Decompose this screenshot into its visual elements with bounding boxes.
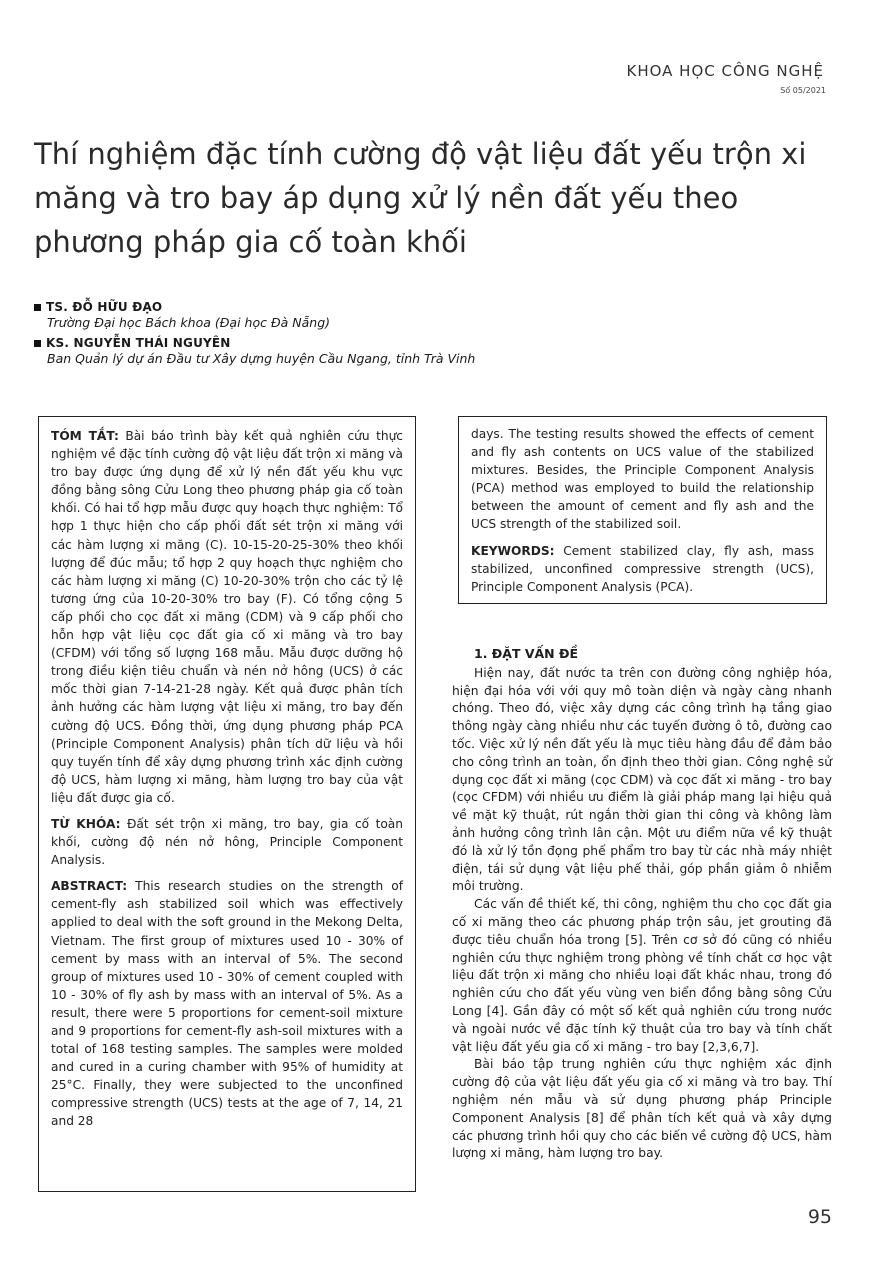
bullet-icon xyxy=(34,340,41,347)
body-paragraph: Các vấn đề thiết kế, thi công, nghiệm thu cho cọc đất gia cố xi măng theo các phương pháp trộn sâu, jet grouting đã được tiêu chuẩn hóa trong [5]. Trên cơ sở đó cũng có nhiều nghiên cứu thực nghiệm trong phòng về tính chất cơ học vật liệu đất trộn xi măng cho nhiều loại đất khác nhau, trong đó nghiên cứu cho đất yếu vùng ven biển đồng bằng sông Cửu Long [4]. Gần đây có một số kết quả nghiên cứu trong nước và ngoài nước về đặc tính kỹ thuật của tro bay và tính chất vật liệu đất yếu gia cố xi măng - tro bay [2,3,6,7]. xyxy=(452,897,832,1054)
journal-section-header: KHOA HỌC CÔNG NGHỆ xyxy=(626,62,824,80)
keywords-en-text: Cement stabilized clay, fly ash, mass stabilized, unconfined compressive strength (UCS), Principle Component Analysis (PCA). xyxy=(471,543,814,594)
keywords-vi-text: Đất sét trộn xi măng, tro bay, gia cố toàn khối, cường độ nén nở hông, Principle Component Analysis. xyxy=(51,816,404,868)
abstract-box-right xyxy=(458,416,827,604)
keywords-vi-label: TỪ KHÓA: xyxy=(51,816,121,831)
keywords-en xyxy=(471,542,814,596)
article-title: Thí nghiệm đặc tính cường độ vật liệu đất yếu trộn xi măng và tro bay áp dụng xử lý nền đất yếu theo phương pháp gia cố toàn khối xyxy=(34,137,807,259)
summary-label: TÓM TẮT: xyxy=(51,429,119,443)
author-name: KS. NGUYỄN THÁI NGUYÊN xyxy=(46,336,231,350)
summary-vi xyxy=(51,427,403,807)
journal-issue: Số 05/2021 xyxy=(780,86,826,95)
body-paragraph: Hiện nay, đất nước ta trên con đường công nghiệp hóa, hiện đại hóa với với quy mô toàn diện và ngày càng nhanh chóng. Theo đó, việc xây dựng các công trình hạ tầng giao thông ngày càng nhiều như các tuyến đường ô tô, đường cao tốc. Việc xử lý nền đất yếu là mục tiêu hàng đầu để đảm bảo cho công trình an toàn, ổn định theo thời gian. Công nghệ sử dụng cọc đất xi măng (cọc CDM) và cọc đất xi măng - tro bay (cọc CFDM) với nhiều ưu điểm là giải pháp mang lại hiệu quả về mặt kỹ thuật, rút ngắn thời gian thi công và không làm ảnh hưởng công trình lân cận. Một ưu điểm nữa về kỹ thuật đó là xử lý tồn đọng phế phẩm tro bay từ các nhà máy nhiệt điện, tái sử dụng vật liệu phế thải, góp phần giảm ô nhiễm môi trường. xyxy=(452,665,832,894)
author-name: TS. ĐỖ HỮU ĐẠO xyxy=(46,300,163,314)
bullet-icon xyxy=(34,304,41,311)
author-2 xyxy=(34,336,834,350)
abstract-label: ABSTRACT: xyxy=(51,879,128,894)
author-1 xyxy=(34,300,834,314)
section-1 xyxy=(452,645,832,1163)
author-affiliation: Ban Quản lý dự án Đầu tư Xây dựng huyện Cầu Ngang, tỉnh Trà Vinh xyxy=(47,351,476,366)
keywords-en-label: KEYWORDS: xyxy=(471,543,555,558)
keywords-vi xyxy=(51,815,403,869)
summary-text: Bài báo trình bày kết quả nghiên cứu thực nghiệm về đặc tính cường độ vật liệu đất trộn xi măng và tro bay được ứng dụng để xử lý nền đất yếu khu vực đồng bằng sông Cửu Long theo phương pháp gia cố toàn khối. Có hai tổ hợp mẫu được quy hoạch thực nghiệm: Tổ hợp 1 thực hiện cho cấp phối đất sét trộn xi măng với các hàm lượng xi măng (C). 10-15-20-25-30% theo khối lượng để đúc mẫu; tổ hợp 2 quy hoạch thực nghiệm cho các hàm lượng xi măng (C) 10-20-30% trộn cho các tỷ lệ tương ứng của 10-20-30% tro bay (F). Có tổng cộng 5 cấp phối cho cọc đất xi măng (CDM) và 9 cấp phối cho hỗn hợp vật liệu cọc đất gia cố xi măng và tro bay (CFDM) với tổng số lượng 168 mẫu. Mẫu được dưỡng hộ trong điều kiện tiêu chuẩn và nén nở hông (UCS) ở các mốc thời gian 7-14-21-28 ngày. Kết quả được phân tích ảnh hưởng các hàm lượng vật liệu xi măng, tro bay đến cường độ UCS. Đồng thời, ứng dụng phương pháp PCA (Principle Component Analysis) phân tích dữ liệu và hồi quy tuyến tính để xây dựng phương trình xác định cường độ UCS, hàm lượng xi măng, hàm lượng tro bay của vật liệu đất được gia cố. xyxy=(51,429,403,805)
abstract-text-part1: This research studies on the strength of cement-fly ash stabilized soil which was effectively applied to deal with the soft ground in the Mekong Delta, Vietnam. The first group of mixtures used 10 - 30% of cement by mass with an interval of 5%. The second group of mixtures used 10 - 30% of cement coupled with 10 - 30% of fly ash by mass with an interval of 5%. As a result, there were 5 proportions for cement-soil mixture and 9 proportions for cement-fly ash-soil mixtures with a total of 168 testing samples. The samples were molded and cured in a curing chamber with 95% of humidity at 25°C. Finally, they were subjected to the unconfined compressive strength (UCS) tests at the age of 7, 14, 21 and 28 xyxy=(51,879,403,1129)
page-number: 95 xyxy=(807,1206,832,1228)
abstract-en xyxy=(51,877,403,1130)
section-heading: 1. ĐẶT VẤN ĐỀ xyxy=(474,646,578,661)
author-affiliation: Trường Đại học Bách khoa (Đại học Đà Nẵng) xyxy=(47,315,331,330)
abstract-box-left xyxy=(38,416,416,1192)
author-list xyxy=(34,300,834,372)
abstract-text-part2: days. The testing results showed the effects of cement and fly ash contents on UCS value of the stabilized mixtures. Besides, the Principle Component Analysis (PCA) method was employed to build the relationship between the amount of cement and fly ash and the UCS strength of the stabilized soil. xyxy=(471,427,814,532)
body-paragraph: Bài báo tập trung nghiên cứu thực nghiệm xác định cường độ của vật liệu đất yếu gia cố xi măng và tro bay. Thí nghiệm nén mẫu và sử dụng phương pháp Principle Component Analysis [8] để phân tích kết quả và xây dựng các phương trình hồi quy cho các biến về cường độ UCS, hàm lượng xi măng, hàm lượng tro bay. xyxy=(452,1057,832,1161)
